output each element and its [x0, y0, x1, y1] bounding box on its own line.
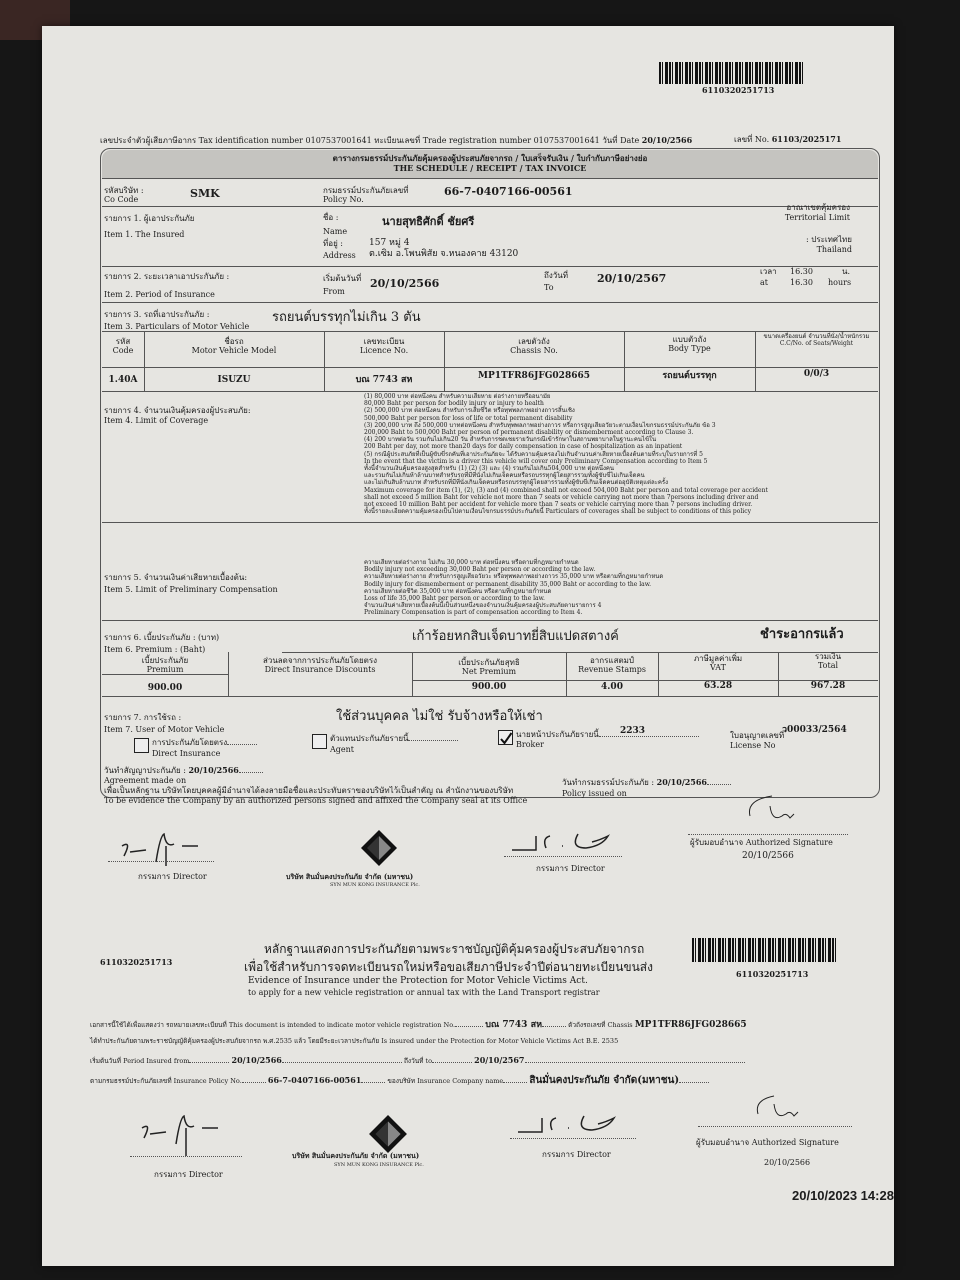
direct-insurance-checkbox[interactable]	[134, 738, 149, 753]
text-line: Motor Vehicle Model	[191, 346, 277, 355]
text-line: Bodily injury not exceeding 30,000 Baht per person or according to the law.	[364, 566, 596, 574]
vehicle-col-licence	[324, 337, 444, 355]
vehicle-col-cc	[755, 333, 878, 347]
bottom-company-logo-icon	[368, 1114, 408, 1154]
evidence-statement-th: เพื่อเป็นหลักฐาน บริษัทโดยบุคคลผู้มีอำนาจได้ลงลายมือชื่อและประทับตราของบริษัทไว้เป็นสำคัญ ณ สำนักงานของบริษัท	[104, 786, 514, 795]
address-line1: 157 หมู่ 4	[369, 238, 410, 248]
tax-id-label: เลขประจำตัวผู้เสียภาษีอากร Tax identification number	[100, 136, 303, 145]
item1-label-en: Item 1. The Insured	[104, 230, 185, 239]
text-line: นายหน้าประกันภัยรายนี้	[516, 730, 599, 739]
vehicle-licence: บณ 7743 สห	[355, 375, 413, 385]
text-line: ตามกรมธรรม์ประกันภัยเลขที่ Insurance Policy No.	[90, 1077, 242, 1085]
text-line: C.C/No. of Seats/Weight	[779, 340, 854, 348]
item2-label-en: Item 2. Period of Insurance	[104, 290, 215, 299]
policy-no-label-en: Policy No.	[323, 195, 364, 204]
text-line: Chassis No.	[510, 346, 558, 355]
stamps-value: 4.00	[601, 682, 623, 692]
item2-label-th: รายการ 2. ระยะเวลาเอาประกันภัย :	[104, 272, 230, 281]
name-label-en: Name	[323, 227, 348, 236]
director1-label: กรรมการ Director	[138, 872, 207, 881]
schedule-title-en: THE SCHEDULE / RECEIPT / TAX INVOICE	[393, 163, 587, 173]
text-line: (2) 500,000 บาท ต่อหนึ่งคน สำหรับการเสียชีวิต หรือทุพพลภาพอย่างถาวรสิ้นเชิง	[364, 407, 575, 415]
vehicle-type: รถยนต์บรรทุกไม่เกิน 3 ตัน	[272, 310, 421, 325]
time-label-th: เวลา	[760, 267, 777, 276]
text-line: Premium	[146, 665, 184, 674]
item5-label-th: รายการ 5. จำนวนเงินค่าเสียหายเบื้องต้น:	[104, 573, 248, 582]
evidence-reg-no: บณ 7743 สห	[485, 1020, 543, 1030]
text-line: 200,000 Baht to 500,000 Baht per person of permanent disability or dismemberment according to Clause 3.	[364, 429, 694, 437]
period-line	[90, 1056, 745, 1065]
vehicle-table	[102, 331, 878, 391]
text-line: เริ่มต้นวันที่ Period Insured from	[90, 1057, 190, 1065]
territory-label-th: อาณาเขตคุ้มครอง	[786, 203, 850, 212]
bottom-company-name-en: SYN MUN KONG INSURANCE Plc.	[334, 1162, 424, 1168]
item5-label-en: Item 5. Limit of Preliminary Compensation	[104, 585, 278, 594]
coverage-text	[364, 393, 768, 515]
text-line: ส่วนลดจากการประกันภัยโดยตรง	[262, 656, 378, 665]
vehicle-col-model	[144, 337, 324, 355]
direct-insurance-label-en: Direct Insurance	[152, 749, 221, 758]
territory-th: : ประเทศไทย	[806, 235, 852, 244]
bottom-director2-signature	[512, 1108, 622, 1138]
agent-label-en: Agent	[330, 745, 354, 754]
text-line: (5) กรณีผู้ประสบภัยที่เป็นผู้ขับขี่รถคันที่เอาประกันภัยจะ ได้รับความคุ้มครองไม่เกินจำนวนค่าเสียหายเบื้องต้นตามที่ระบุในรายการที่ 5	[364, 450, 703, 458]
text-line: 20/10/2566	[188, 765, 239, 775]
text-line: ความเสียหายต่อชีวิต 35,000 บาท ต่อหนึ่งคน หรือตามที่กฎหมายกำหนด	[364, 587, 552, 595]
doc-number-label: เลขที่ No.	[734, 135, 770, 144]
text-line: Licence No.	[359, 346, 409, 355]
text-line: และไม่เกินสิบล้านบาท สำหรับรถที่มีที่นั่งเกินเจ็ดคนหรือรถบรรทุกผู้โดยสารรวมทั้งผู้ขับขี่เกินเจ็ดคนต่ออุบัติเหตุแต่ละครั้ง	[364, 479, 669, 487]
premium-col-vat	[658, 654, 778, 672]
evidence-title-th1: หลักฐานแสดงการประกันภัยตามพระราชบัญญัติคุ้มครองผู้ประสบภัยจากรถ	[264, 942, 645, 956]
broker-checkbox[interactable]	[498, 730, 513, 745]
text-line: ตัวถังรถเลขที่ Chassis	[568, 1021, 633, 1029]
text-line: Preliminary Compensation is part of compensation according to Item 4.	[364, 609, 583, 617]
premium-table	[102, 652, 878, 696]
text-line: 80,000 Baht per person for bodily injury or injury to health	[364, 400, 544, 408]
time-start: 16.30	[790, 267, 813, 276]
agent-checkbox[interactable]	[312, 734, 327, 749]
evidence-title-en1: Evidence of Insurance under the Protection for Motor Vehicle Victims Act.	[248, 976, 588, 986]
duty-paid-label: ชำระอากรแล้ว	[760, 627, 844, 642]
time-unit-en: hours	[828, 278, 852, 287]
text-line: ถึงวันที่ to	[403, 1057, 433, 1065]
text-line: การประกันภัยโดยตรง	[152, 738, 228, 747]
text-line: อากรแสตมป์	[589, 656, 635, 665]
co-code-label-en: Co Code	[104, 195, 139, 204]
co-code-value: SMK	[190, 187, 220, 200]
item4-label-th: รายการ 4. จำนวนเงินคุ้มครองผู้ประสบภัย:	[104, 406, 251, 415]
text-line: ชื่อรถ	[224, 337, 244, 346]
text-line: และรวมกันไม่เกินห้าล้านบาทสำหรับรถที่มีที่นั่งไม่เกินเจ็ดคนหรือรถบรรทุกผู้โดยสารรวมทั้งผู้ขับขี่ไม่เกินเจ็ดคน	[364, 472, 645, 480]
from-label-th: เริ่มต้นวันที่	[323, 274, 362, 283]
text-line: Revenue Stamps	[578, 665, 646, 674]
text-line: เบี้ยประกันภัย	[141, 656, 189, 665]
schedule-title-th: ตารางกรมธรรม์ประกันภัยคุ้มครองผู้ประสบภัยจากรถ / ใบเสร็จรับเงิน / ใบกำกับภาษีอย่างย่อ	[332, 153, 648, 163]
text-line: เบี้ยประกันภัยสุทธิ	[458, 658, 520, 667]
text-line: Total	[817, 661, 839, 670]
territory-label-en: Territorial Limit	[784, 213, 850, 222]
date-label: วันที่ Date	[602, 136, 640, 145]
evidence-chassis: MP1TFR86JFG028665	[634, 1020, 747, 1030]
text-line: shall not exceed 5 million Baht for vehicle not more than 7 seats or vehicle carrying not more than 7persons including driver and	[364, 493, 759, 501]
text-line: In the event that the victim is a driver this vehicle will cover only Preliminary Compensation according to Item 5	[364, 457, 708, 465]
item3-label-en: Item 3. Particulars of Motor Vehicle	[104, 322, 250, 331]
text-line: Loss of life 35,000 Baht per person or according to the law.	[364, 595, 545, 603]
director2-signature	[506, 826, 616, 856]
text-line: จำนวนเงินค่าเสียหายเบื้องต้นนี้เป็นส่วนหนึ่งของจำนวนเงินคุ้มครองผู้ประสบภัยตามรายการ 4	[364, 602, 602, 610]
vehicle-cc: 0/0/3	[803, 369, 830, 379]
policy-no-label-th: กรมธรรม์ประกันภัยเลขที่	[323, 186, 409, 195]
text-line: Code	[112, 346, 134, 355]
director2-label: กรรมการ Director	[536, 864, 605, 873]
trade-reg-label: ทะเบียนเลขที่ Trade registration number	[374, 136, 532, 145]
vehicle-body-type: รถยนต์บรรทุก	[662, 371, 717, 381]
territory-en: Thailand	[816, 245, 852, 254]
item6-label-en: Item 6. Premium : (Baht)	[104, 645, 206, 654]
premium-col-stamps	[566, 656, 658, 674]
direct-insurance-label	[152, 738, 257, 747]
license-label-th: ใบอนุญาตเลขที่	[730, 731, 785, 740]
time-label-en: at	[760, 278, 768, 287]
print-timestamp: 20/10/2023 14:28	[792, 1188, 894, 1203]
vehicle-chassis: MP1TFR86JFG028665	[478, 371, 590, 381]
policy-company-line	[90, 1076, 709, 1086]
net-premium-value: 900.00	[471, 682, 507, 692]
text-line: รหัส	[115, 337, 131, 346]
agreement-line	[104, 766, 263, 775]
header-line	[100, 136, 692, 145]
schedule-header	[102, 150, 878, 179]
to-label-th: ถึงวันที่	[544, 271, 568, 280]
text-line: ทั้งนี้รายละเอียดความคุ้มครองเป็นไปตามเงื่อนไขกรมธรรม์ประกันภัยนี้ Particulars of coverages shall be subject to conditions of this policy	[364, 508, 751, 516]
text-line: ของบริษัท Insurance Company name	[387, 1077, 504, 1085]
text-line: ความเสียหายต่อร่างกาย สำหรับการสูญเสียอวัยวะ หรือทุพพลภาพอย่างถาวร 35,000 บาท หรือตามที่กฎหมายกำหนด	[364, 573, 664, 581]
text-line: เลขตัวถัง	[518, 337, 550, 346]
text-line: (1) 80,000 บาท ต่อหนึ่งคน สำหรับความเสียหาย ต่อร่างกายหรืออนามัย	[364, 393, 551, 400]
bottom-authorized-label: ผู้รับมอบอำนาจ Authorized Signature	[696, 1138, 839, 1147]
text-line: Body Type	[668, 344, 711, 353]
item7-label-th: รายการ 7. การใช้รถ :	[104, 713, 182, 722]
evidence-title-en2: to apply for a new vehicle registration or annual tax with the Land Transport registrar	[248, 988, 600, 997]
authorized-signature	[742, 792, 812, 828]
license-no: ว00033/2564	[782, 725, 847, 735]
item1-label-th: รายการ 1. ผู้เอาประกันภัย	[104, 214, 195, 223]
vehicle-model: ISUZU	[217, 375, 251, 385]
evidence-policy-no: 66-7-0407166-00561	[267, 1075, 362, 1085]
insured-name: นายสุทธิศักดิ์ ชัยศรี	[382, 215, 475, 228]
evidence-ref-left: 6110320251713	[100, 957, 173, 967]
period-from: 20/10/2566	[370, 277, 440, 290]
barcode-bottom	[692, 938, 838, 962]
to-label-en: To	[544, 283, 554, 292]
text-line: 20/10/2566	[656, 777, 707, 787]
doc-number-value: 61103/2025171	[771, 134, 842, 144]
director1-signature	[112, 826, 212, 866]
policy-issued-label-en: Policy issued on	[562, 789, 627, 798]
evidence-statement-en: To be evidence the Company by an authorized persons signed and affixed the Company seal at its Office	[104, 796, 528, 805]
doc-number	[734, 135, 841, 144]
bottom-director1-label: กรรมการ Director	[154, 1170, 223, 1179]
text-line: (3) 200,000 บาท ถึง 500,000 บาทต่อหนึ่งคน สำหรับทุพพลภาพอย่างถาวร หรือการสูญเสียอวัยวะตามเงื่อนไขกรมธรรม์ประกันภัย ข้อ 3	[364, 421, 716, 429]
vehicle-col-chassis	[444, 337, 624, 355]
trade-reg: 0107537001641	[533, 136, 600, 145]
policy-no-value: 66-7-0407166-00561	[444, 185, 573, 198]
company-logo-icon	[360, 829, 398, 867]
co-code-label-th: รหัสบริษัท :	[104, 186, 144, 195]
evidence-from: 20/10/2566	[231, 1055, 282, 1065]
vehicle-col-code	[102, 337, 144, 355]
insurance-document	[42, 26, 894, 1266]
broker-label-en: Broker	[516, 740, 544, 749]
text-line: แบบตัวถัง	[672, 335, 707, 344]
text-line: ภาษีมูลค่าเพิ่ม	[693, 654, 743, 663]
total-value: 967.28	[810, 681, 846, 691]
name-label-th: ชื่อ :	[323, 213, 339, 222]
company-name-en: SYN MUN KONG INSURANCE Plc.	[330, 882, 420, 888]
premium-col-net	[412, 658, 566, 676]
item6-label-th: รายการ 6. เบี้ยประกันภัย : (บาท)	[104, 633, 220, 642]
bottom-authorized-date: 20/10/2566	[764, 1158, 811, 1167]
text-line: เอกสารนี้ใช้ได้เพื่อแสดงว่า รถหมายเลขทะเบียนที่ This document is intended to indicate motor vehicle registration No.	[90, 1021, 456, 1029]
broker-code: 2233	[620, 726, 646, 736]
evidence-company: สินมั่นคงประกันภัย จำกัด(มหาชน)	[529, 1075, 680, 1086]
authorized-label: ผู้รับมอบอำนาจ Authorized Signature	[690, 838, 833, 847]
premium-col-premium	[102, 656, 228, 674]
premium-amount-words: เก้าร้อยหกสิบเจ็ดบาทยี่สิบแปดสตางค์	[412, 629, 619, 644]
text-line: วันทำกรมธรรม์ประกันภัย :	[562, 778, 655, 787]
text-line: ความเสียหายต่อร่างกาย ไม่เกิน 30,000 บาท ต่อหนึ่งคน หรือตามที่กฎหมายกำหนด	[364, 559, 579, 566]
bottom-company-name-th: บริษัท สินมั่นคงประกันภัย จำกัด (มหาชน)	[292, 1151, 420, 1160]
vehicle-col-body	[624, 335, 755, 353]
barcode-number: 6110320251713	[702, 85, 775, 95]
text-line: เลขทะเบียน	[363, 337, 405, 346]
text-line: Bodily injury for dismemberment or permanent disability 35,000 Baht or according to the law.	[364, 580, 652, 588]
text-line: 500,000 Baht per person for loss of life or total permanent disability	[364, 414, 573, 422]
item4-label-en: Item 4. Limit of Coverage	[104, 416, 209, 425]
address-line2: ต.เซิม อ.โพนพิสัย จ.หนองคาย 43120	[369, 249, 519, 259]
text-line: 200 Baht per day, not more than20 days for daily compensation in case of hospitalization as an inpatient	[364, 443, 683, 451]
registration-line	[90, 1020, 747, 1030]
tax-id: 0107537001641	[305, 136, 372, 145]
evidence-title-th2: เพื่อใช้สำหรับการจดทะเบียนรถใหม่หรือขอเสียภาษีประจำปีต่อนายทะเบียนขนส่ง	[244, 960, 653, 974]
check-icon	[499, 732, 513, 746]
company-name-th: บริษัท สินมั่นคงประกันภัย จำกัด (มหาชน)	[286, 872, 414, 881]
bottom-director2-label: กรรมการ Director	[542, 1150, 611, 1159]
vehicle-usage: ใช้ส่วนบุคคล ไม่ใช่ รับจ้างหรือให้เช่า	[336, 709, 543, 724]
time-unit-th: น.	[842, 267, 851, 276]
vat-value: 63.28	[703, 681, 733, 691]
text-line: Direct Insurance Discounts	[264, 665, 376, 674]
text-line: ขนาดเครื่องยนต์ จำนวนที่นั่ง/น้ำหนักรวม	[763, 333, 870, 340]
period-to: 20/10/2567	[597, 272, 667, 285]
item3-label-th: รายการ 3. รถที่เอาประกันภัย :	[104, 310, 210, 319]
text-line: ตัวแทนประกันภัยรายนี้	[330, 734, 409, 743]
from-label-en: From	[323, 287, 345, 296]
premium-value: 900.00	[147, 683, 183, 693]
text-line: วันทำสัญญาประกันภัย :	[104, 766, 186, 775]
time-end: 16.30	[790, 278, 813, 287]
agent-label	[330, 734, 458, 743]
evidence-to: 20/10/2567	[474, 1055, 525, 1065]
item7-label-en: Item 7. User of Motor Vehicle	[104, 725, 225, 734]
address-label-th: ที่อยู่ :	[323, 239, 344, 248]
text-line: ทั้งนี้จำนวนเงินคุ้มครองสูงสุดสำหรับ (1) (2) (3) และ (4) รวมกันไม่เกิน504,000 บาท ต่อหนึ่งคน	[364, 465, 615, 473]
bottom-director1-signature	[132, 1108, 232, 1158]
text-line: Net Premium	[461, 667, 517, 676]
bottom-authorized-signature	[748, 1092, 808, 1126]
evidence-ref-right: 6110320251713	[736, 969, 809, 979]
header-date: 20/10/2566	[641, 135, 693, 145]
vehicle-code: 1.40A	[108, 375, 138, 385]
text-line: (4) 200 บาทต่อวัน รวมกันไม่เกิน20 วัน สำหรับการชดเชยรายวันกรณีเข้ารักษาในสถานพยาบาลในฐานะคนไข้ใน	[364, 436, 657, 444]
address-label-en: Address	[323, 251, 356, 260]
barcode-top	[659, 62, 803, 84]
license-label-en: License No	[730, 741, 776, 750]
text-line: not exceed 10 million Baht per accident for vehicle more than 7 seats or vehicle carrying more than 7 persons including driver.	[364, 501, 753, 509]
premium-col-total	[778, 652, 878, 670]
preliminary-text	[364, 559, 663, 617]
agreement-label-en: Agreement made on	[104, 776, 187, 785]
text-line: Maximum coverage for item (1), (2), (3) and (4) combined shall not exceed 504,000 Baht per person and total coverage per accident	[364, 486, 768, 494]
premium-col-discount	[228, 656, 412, 674]
text-line: รวมเงิน	[814, 652, 842, 661]
text-line: VAT	[710, 663, 726, 672]
act-line: ได้ทำประกันภัยตามพระราชบัญญัติคุ้มครองผู้ประสบภัยจากรถ พ.ศ.2535 แล้ว โดยมีระยะเวลาประกันภัย Is insured under the Protection for Motor Vehicle Victims Act B.E. 2535	[90, 1037, 619, 1045]
policy-issued-line	[562, 778, 731, 787]
authorized-date: 20/10/2566	[742, 851, 794, 861]
broker-label	[516, 730, 699, 739]
